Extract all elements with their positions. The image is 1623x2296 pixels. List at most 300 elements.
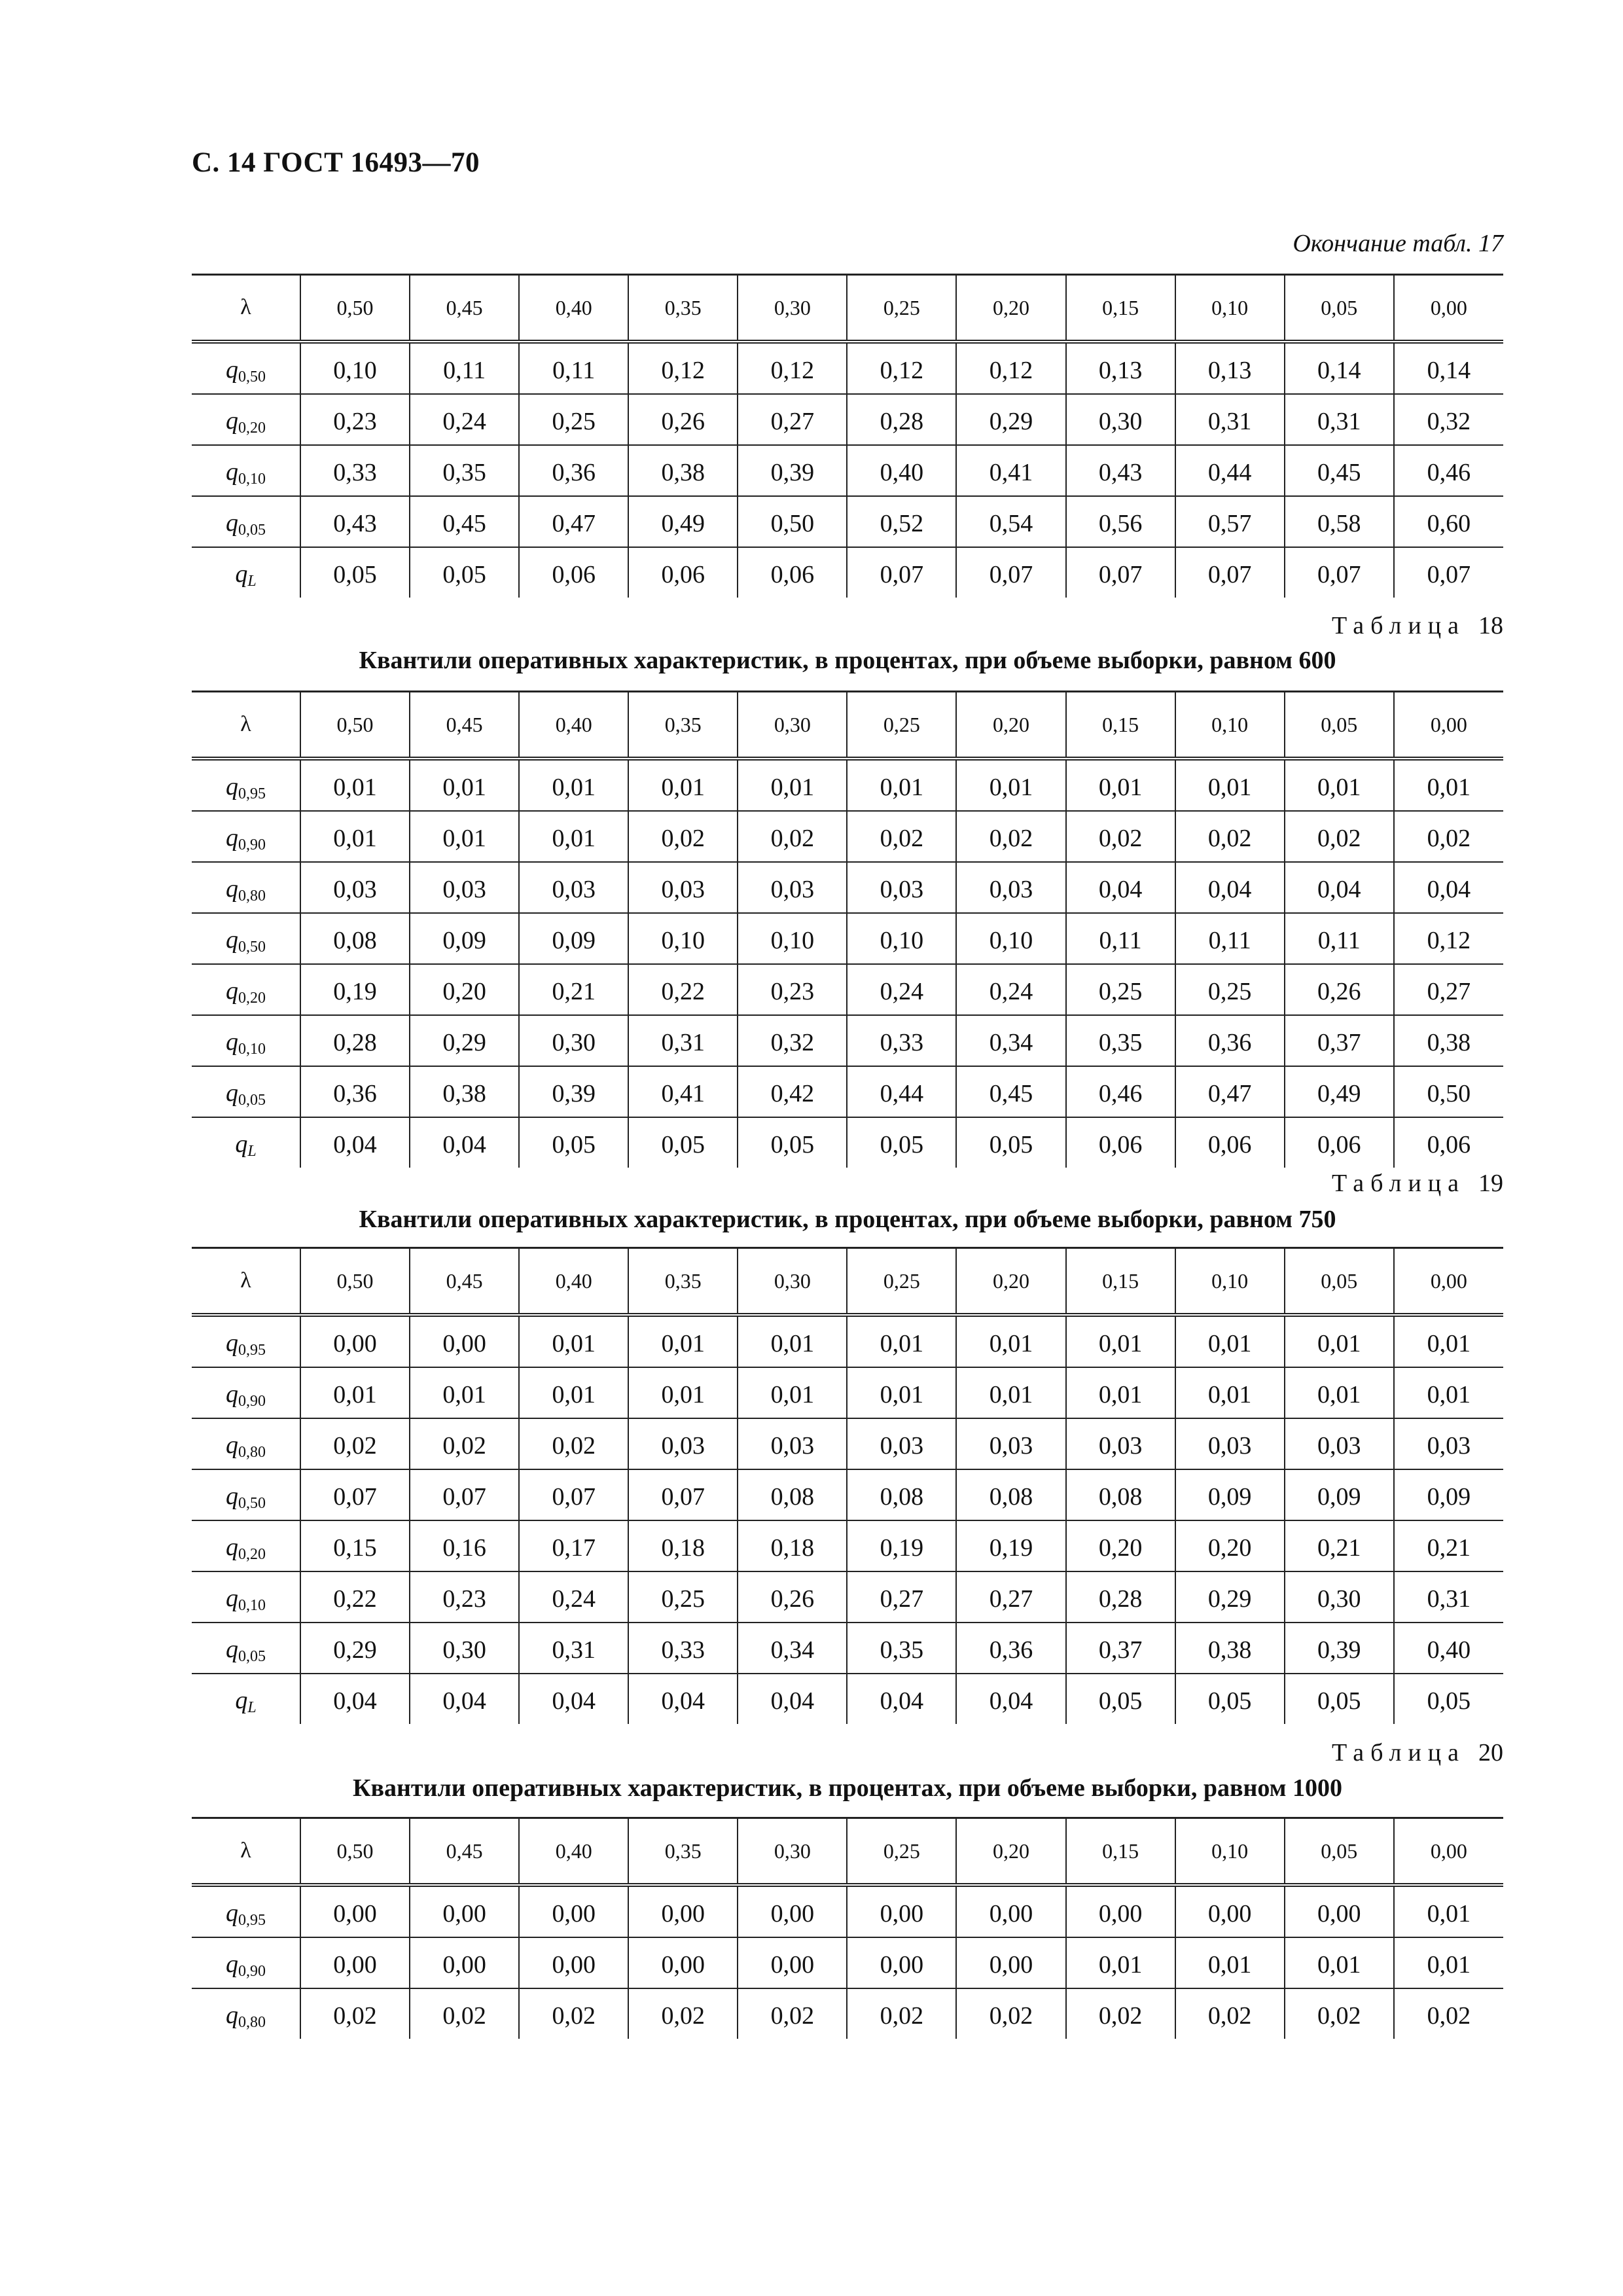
lambda-value: 0,00 <box>1394 275 1503 342</box>
lambda-value: 0,00 <box>1394 692 1503 759</box>
quantile-subscript: 0,95 <box>238 1341 266 1359</box>
cell-value: 0,00 <box>847 1885 956 1937</box>
cell-value: 0,34 <box>956 1015 1065 1066</box>
quantile-symbol: q <box>226 925 238 954</box>
cell-value: 0,05 <box>1175 1674 1285 1724</box>
cell-value: 0,02 <box>300 1988 410 2039</box>
cell-value: 0,20 <box>1066 1520 1175 1571</box>
table-row <box>192 1066 1503 1117</box>
cell-value: 0,00 <box>956 1937 1065 1988</box>
cell-value: 0,27 <box>847 1571 956 1623</box>
cell-value: 0,33 <box>300 445 410 496</box>
cell-value: 0,10 <box>300 342 410 394</box>
quantile-symbol: q <box>226 1584 238 1612</box>
quantile-symbol: q <box>226 2001 238 2029</box>
cell-value: 0,27 <box>738 394 847 445</box>
cell-value: 0,36 <box>956 1623 1065 1674</box>
lambda-value: 0,05 <box>1285 1818 1394 1886</box>
cell-value: 0,06 <box>1285 1117 1394 1168</box>
cell-value: 0,30 <box>1066 394 1175 445</box>
cell-value: 0,01 <box>1394 759 1503 811</box>
lambda-value: 0,00 <box>1394 1248 1503 1316</box>
cell-value: 0,38 <box>410 1066 519 1117</box>
quantile-symbol: q <box>226 355 238 384</box>
quantile-subscript: 0,95 <box>238 1911 266 1929</box>
cell-value: 0,02 <box>1175 1988 1285 2039</box>
table-label: Таблица <box>1331 612 1465 639</box>
cell-value: 0,03 <box>956 862 1065 913</box>
cell-value: 0,38 <box>628 445 738 496</box>
cell-value: 0,06 <box>1394 1117 1503 1168</box>
cell-value: 0,30 <box>1285 1571 1394 1623</box>
table-19 <box>192 1247 1503 1724</box>
table-20-number <box>1332 1738 1503 1767</box>
cell-value: 0,20 <box>410 964 519 1015</box>
cell-value: 0,11 <box>1066 913 1175 964</box>
quantile-subscript: 0,90 <box>238 836 266 853</box>
lambda-value: 0,35 <box>628 692 738 759</box>
cell-value: 0,02 <box>300 1418 410 1469</box>
cell-value: 0,31 <box>628 1015 738 1066</box>
cell-value: 0,27 <box>956 1571 1065 1623</box>
cell-value: 0,56 <box>1066 496 1175 547</box>
cell-value: 0,01 <box>1066 1367 1175 1418</box>
lambda-value: 0,05 <box>1285 275 1394 342</box>
cell-value: 0,03 <box>1394 1418 1503 1469</box>
cell-value: 0,33 <box>847 1015 956 1066</box>
cell-value: 0,01 <box>1394 1315 1503 1367</box>
table-row <box>192 759 1503 811</box>
cell-value: 0,43 <box>1066 445 1175 496</box>
quantile-label <box>192 1571 300 1623</box>
cell-value: 0,01 <box>1285 1315 1394 1367</box>
table-row <box>192 1117 1503 1168</box>
cell-value: 0,02 <box>847 1988 956 2039</box>
cell-value: 0,29 <box>300 1623 410 1674</box>
cell-value: 0,25 <box>1066 964 1175 1015</box>
table-number: 18 <box>1478 612 1503 639</box>
cell-value: 0,01 <box>300 759 410 811</box>
cell-value: 0,01 <box>300 1367 410 1418</box>
cell-value: 0,03 <box>847 862 956 913</box>
cell-value: 0,01 <box>956 1367 1065 1418</box>
cell-value: 0,13 <box>1066 342 1175 394</box>
cell-value: 0,01 <box>956 1315 1065 1367</box>
lambda-value: 0,10 <box>1175 692 1285 759</box>
quantile-subscript: 0,80 <box>238 1443 266 1461</box>
lambda-value: 0,50 <box>300 275 410 342</box>
cell-value: 0,41 <box>628 1066 738 1117</box>
table-row <box>192 964 1503 1015</box>
cell-value: 0,05 <box>956 1117 1065 1168</box>
quantile-label <box>192 811 300 862</box>
cell-value: 0,14 <box>1285 342 1394 394</box>
cell-value: 0,04 <box>628 1674 738 1724</box>
cell-value: 0,00 <box>738 1885 847 1937</box>
cell-value: 0,03 <box>628 862 738 913</box>
cell-value: 0,02 <box>410 1988 519 2039</box>
cell-value: 0,01 <box>738 759 847 811</box>
cell-value: 0,04 <box>1394 862 1503 913</box>
cell-value: 0,46 <box>1066 1066 1175 1117</box>
cell-value: 0,50 <box>738 496 847 547</box>
cell-value: 0,29 <box>1175 1571 1285 1623</box>
cell-value: 0,00 <box>1285 1885 1394 1937</box>
cell-value: 0,04 <box>300 1674 410 1724</box>
table-20 <box>192 1817 1503 2039</box>
header-row <box>192 1248 1503 1316</box>
cell-value: 0,01 <box>628 759 738 811</box>
quantile-subscript: 0,05 <box>238 1647 266 1665</box>
cell-value: 0,31 <box>519 1623 628 1674</box>
cell-value: 0,24 <box>519 1571 628 1623</box>
quantile-label <box>192 1885 300 1937</box>
cell-value: 0,05 <box>1285 1674 1394 1724</box>
table-19-number <box>1332 1169 1503 1198</box>
cell-value: 0,04 <box>410 1674 519 1724</box>
quantile-label <box>192 759 300 811</box>
cell-value: 0,26 <box>628 394 738 445</box>
table-row <box>192 1623 1503 1674</box>
cell-value: 0,07 <box>847 547 956 598</box>
cell-value: 0,01 <box>847 1367 956 1418</box>
cell-value: 0,01 <box>628 1367 738 1418</box>
lambda-value: 0,40 <box>519 1818 628 1886</box>
cell-value: 0,04 <box>1285 862 1394 913</box>
cell-value: 0,04 <box>956 1674 1065 1724</box>
lambda-header: λ <box>192 1248 300 1316</box>
cell-value: 0,03 <box>1066 1418 1175 1469</box>
cell-value: 0,11 <box>1285 913 1394 964</box>
quantile-symbol: q <box>226 1028 238 1056</box>
table-row <box>192 394 1503 445</box>
page-header: С. 14 ГОСТ 16493—70 <box>192 147 480 178</box>
cell-value: 0,07 <box>1175 547 1285 598</box>
table-row <box>192 1520 1503 1571</box>
quantile-subscript: 0,20 <box>238 419 266 437</box>
cell-value: 0,12 <box>628 342 738 394</box>
cell-value: 0,02 <box>956 1988 1065 2039</box>
cell-value: 0,32 <box>738 1015 847 1066</box>
lambda-value: 0,20 <box>956 275 1065 342</box>
table-row <box>192 1469 1503 1520</box>
lambda-value: 0,05 <box>1285 692 1394 759</box>
cell-value: 0,46 <box>1394 445 1503 496</box>
cell-value: 0,22 <box>300 1571 410 1623</box>
cell-value: 0,00 <box>519 1885 628 1937</box>
quantile-subscript: 0,05 <box>238 521 266 539</box>
lambda-header: λ <box>192 692 300 759</box>
cell-value: 0,02 <box>1394 811 1503 862</box>
cell-value: 0,20 <box>1175 1520 1285 1571</box>
quantile-symbol: q <box>226 1533 238 1561</box>
cell-value: 0,02 <box>1066 1988 1175 2039</box>
quantile-label <box>192 547 300 598</box>
cell-value: 0,07 <box>1066 547 1175 598</box>
lambda-value: 0,30 <box>738 275 847 342</box>
quantile-label <box>192 1623 300 1674</box>
lambda-value: 0,20 <box>956 692 1065 759</box>
cell-value: 0,03 <box>847 1418 956 1469</box>
cell-value: 0,12 <box>1394 913 1503 964</box>
quantile-symbol: q <box>226 1329 238 1357</box>
table-row <box>192 862 1503 913</box>
cell-value: 0,49 <box>628 496 738 547</box>
cell-value: 0,00 <box>1175 1885 1285 1937</box>
cell-value: 0,01 <box>519 759 628 811</box>
cell-value: 0,06 <box>738 547 847 598</box>
cell-value: 0,08 <box>300 913 410 964</box>
cell-value: 0,39 <box>738 445 847 496</box>
cell-value: 0,35 <box>847 1623 956 1674</box>
cell-value: 0,02 <box>956 811 1065 862</box>
quantile-subscript: 0,50 <box>238 368 266 386</box>
cell-value: 0,01 <box>738 1367 847 1418</box>
quantile-symbol: q <box>226 1482 238 1510</box>
cell-value: 0,00 <box>847 1937 956 1988</box>
quantile-subscript: 0,95 <box>238 785 266 802</box>
quantile-subscript: 0,10 <box>238 470 266 488</box>
cell-value: 0,01 <box>847 1315 956 1367</box>
lambda-value: 0,50 <box>300 692 410 759</box>
cell-value: 0,03 <box>738 862 847 913</box>
cell-value: 0,08 <box>956 1469 1065 1520</box>
table-row <box>192 1571 1503 1623</box>
cell-value: 0,02 <box>1066 811 1175 862</box>
cell-value: 0,00 <box>519 1937 628 1988</box>
lambda-value: 0,10 <box>1175 275 1285 342</box>
cell-value: 0,45 <box>956 1066 1065 1117</box>
cell-value: 0,07 <box>1394 547 1503 598</box>
cell-value: 0,31 <box>1394 1571 1503 1623</box>
cell-value: 0,06 <box>1175 1117 1285 1168</box>
table-row <box>192 1988 1503 2039</box>
cell-value: 0,25 <box>628 1571 738 1623</box>
quantile-subscript: 0,50 <box>238 1494 266 1512</box>
cell-value: 0,21 <box>1285 1520 1394 1571</box>
cell-value: 0,02 <box>519 1418 628 1469</box>
quantile-subscript: 0,05 <box>238 1091 266 1109</box>
cell-value: 0,04 <box>1175 862 1285 913</box>
cell-value: 0,01 <box>1066 1315 1175 1367</box>
cell-value: 0,07 <box>628 1469 738 1520</box>
lambda-value: 0,40 <box>519 275 628 342</box>
cell-value: 0,25 <box>519 394 628 445</box>
lambda-header: λ <box>192 275 300 342</box>
cell-value: 0,01 <box>300 811 410 862</box>
cell-value: 0,01 <box>738 1315 847 1367</box>
cell-value: 0,11 <box>519 342 628 394</box>
cell-value: 0,00 <box>410 1937 519 1988</box>
cell-value: 0,24 <box>956 964 1065 1015</box>
lambda-value: 0,45 <box>410 1248 519 1316</box>
quantile-symbol: q <box>226 1431 238 1459</box>
cell-value: 0,18 <box>628 1520 738 1571</box>
cell-value: 0,01 <box>1066 759 1175 811</box>
quantile-symbol: q <box>235 1686 248 1714</box>
quantile-label <box>192 1469 300 1520</box>
cell-value: 0,19 <box>847 1520 956 1571</box>
header-row <box>192 275 1503 342</box>
cell-value: 0,01 <box>1285 759 1394 811</box>
cell-value: 0,02 <box>628 811 738 862</box>
table-label: Таблица <box>1331 1170 1465 1197</box>
cell-value: 0,19 <box>300 964 410 1015</box>
cell-value: 0,12 <box>847 342 956 394</box>
cell-value: 0,02 <box>628 1988 738 2039</box>
cell-value: 0,40 <box>847 445 956 496</box>
quantile-subscript: 0,10 <box>238 1040 266 1058</box>
cell-value: 0,41 <box>956 445 1065 496</box>
cell-value: 0,03 <box>300 862 410 913</box>
quantile-label <box>192 445 300 496</box>
cell-value: 0,02 <box>519 1988 628 2039</box>
quantile-label <box>192 964 300 1015</box>
table-row <box>192 547 1503 598</box>
cell-value: 0,01 <box>519 1367 628 1418</box>
cell-value: 0,01 <box>1066 1937 1175 1988</box>
cell-value: 0,36 <box>519 445 628 496</box>
cell-value: 0,00 <box>410 1885 519 1937</box>
quantile-label <box>192 394 300 445</box>
cell-value: 0,00 <box>300 1937 410 1988</box>
cell-value: 0,02 <box>847 811 956 862</box>
lambda-value: 0,20 <box>956 1248 1065 1316</box>
table-row <box>192 1367 1503 1418</box>
cell-value: 0,00 <box>956 1885 1065 1937</box>
lambda-value: 0,10 <box>1175 1818 1285 1886</box>
lambda-value: 0,25 <box>847 1818 956 1886</box>
cell-value: 0,54 <box>956 496 1065 547</box>
cell-value: 0,08 <box>738 1469 847 1520</box>
cell-value: 0,00 <box>738 1937 847 1988</box>
cell-value: 0,24 <box>410 394 519 445</box>
cell-value: 0,49 <box>1285 1066 1394 1117</box>
cell-value: 0,05 <box>847 1117 956 1168</box>
cell-value: 0,05 <box>628 1117 738 1168</box>
quantile-symbol: q <box>226 874 238 903</box>
cell-value: 0,10 <box>956 913 1065 964</box>
quantile-symbol: q <box>226 1079 238 1107</box>
cell-value: 0,03 <box>738 1418 847 1469</box>
table-18-caption: Квантили оперативных характеристик, в процентах, при объеме выборки, равном 600 <box>359 647 1336 674</box>
lambda-value: 0,15 <box>1066 1818 1175 1886</box>
cell-value: 0,09 <box>1285 1469 1394 1520</box>
cell-value: 0,36 <box>300 1066 410 1117</box>
cell-value: 0,00 <box>628 1885 738 1937</box>
table-row <box>192 811 1503 862</box>
cell-value: 0,30 <box>519 1015 628 1066</box>
quantile-subscript: 0,10 <box>238 1596 266 1614</box>
cell-value: 0,02 <box>410 1418 519 1469</box>
cell-value: 0,02 <box>738 811 847 862</box>
lambda-value: 0,15 <box>1066 692 1175 759</box>
quantile-subscript: 0,90 <box>238 1392 266 1410</box>
cell-value: 0,40 <box>1394 1623 1503 1674</box>
cell-value: 0,13 <box>1175 342 1285 394</box>
cell-value: 0,25 <box>1175 964 1285 1015</box>
cell-value: 0,27 <box>1394 964 1503 1015</box>
lambda-value: 0,10 <box>1175 1248 1285 1316</box>
cell-value: 0,45 <box>410 496 519 547</box>
cell-value: 0,28 <box>847 394 956 445</box>
cell-value: 0,33 <box>628 1623 738 1674</box>
table-row <box>192 342 1503 394</box>
quantile-subscript: 0,20 <box>238 989 266 1007</box>
cell-value: 0,00 <box>300 1885 410 1937</box>
cell-value: 0,03 <box>1175 1418 1285 1469</box>
cell-value: 0,01 <box>1394 1367 1503 1418</box>
cell-value: 0,37 <box>1285 1015 1394 1066</box>
cell-value: 0,09 <box>1175 1469 1285 1520</box>
cell-value: 0,11 <box>410 342 519 394</box>
quantile-subscript: L <box>247 1142 257 1160</box>
quantile-label <box>192 1066 300 1117</box>
cell-value: 0,03 <box>628 1418 738 1469</box>
table-row <box>192 445 1503 496</box>
cell-value: 0,22 <box>628 964 738 1015</box>
quantile-subscript: 0,90 <box>238 1962 266 1980</box>
cell-value: 0,07 <box>956 547 1065 598</box>
cell-value: 0,38 <box>1394 1015 1503 1066</box>
cell-value: 0,43 <box>300 496 410 547</box>
table-19-caption: Квантили оперативных характеристик, в процентах, при объеме выборки, равном 750 <box>359 1206 1336 1233</box>
table-row <box>192 1885 1503 1937</box>
quantile-label <box>192 1015 300 1066</box>
cell-value: 0,37 <box>1066 1623 1175 1674</box>
lambda-value: 0,35 <box>628 1248 738 1316</box>
cell-value: 0,05 <box>1066 1674 1175 1724</box>
quantile-label <box>192 342 300 394</box>
cell-value: 0,42 <box>738 1066 847 1117</box>
header-row <box>192 692 1503 759</box>
cell-value: 0,07 <box>519 1469 628 1520</box>
cell-value: 0,12 <box>956 342 1065 394</box>
quantile-symbol: q <box>235 560 248 588</box>
cell-value: 0,01 <box>410 811 519 862</box>
lambda-value: 0,50 <box>300 1818 410 1886</box>
quantile-label <box>192 1937 300 1988</box>
quantile-label <box>192 1117 300 1168</box>
table-row <box>192 1418 1503 1469</box>
cell-value: 0,29 <box>410 1015 519 1066</box>
lambda-value: 0,25 <box>847 692 956 759</box>
quantile-label <box>192 913 300 964</box>
cell-value: 0,01 <box>1175 1315 1285 1367</box>
cell-value: 0,28 <box>1066 1571 1175 1623</box>
quantile-subscript: L <box>247 572 257 590</box>
lambda-value: 0,15 <box>1066 275 1175 342</box>
table-row <box>192 1315 1503 1367</box>
cell-value: 0,05 <box>519 1117 628 1168</box>
cell-value: 0,01 <box>1175 1367 1285 1418</box>
cell-value: 0,44 <box>1175 445 1285 496</box>
lambda-value: 0,40 <box>519 692 628 759</box>
cell-value: 0,10 <box>738 913 847 964</box>
cell-value: 0,01 <box>1394 1937 1503 1988</box>
lambda-value: 0,00 <box>1394 1818 1503 1886</box>
quantile-label <box>192 862 300 913</box>
table-row <box>192 913 1503 964</box>
cell-value: 0,39 <box>519 1066 628 1117</box>
lambda-value: 0,30 <box>738 1248 847 1316</box>
quantile-subscript: L <box>247 1698 257 1716</box>
cell-value: 0,26 <box>1285 964 1394 1015</box>
cell-value: 0,01 <box>519 811 628 862</box>
cell-value: 0,24 <box>847 964 956 1015</box>
cell-value: 0,07 <box>410 1469 519 1520</box>
quantile-label <box>192 1315 300 1367</box>
